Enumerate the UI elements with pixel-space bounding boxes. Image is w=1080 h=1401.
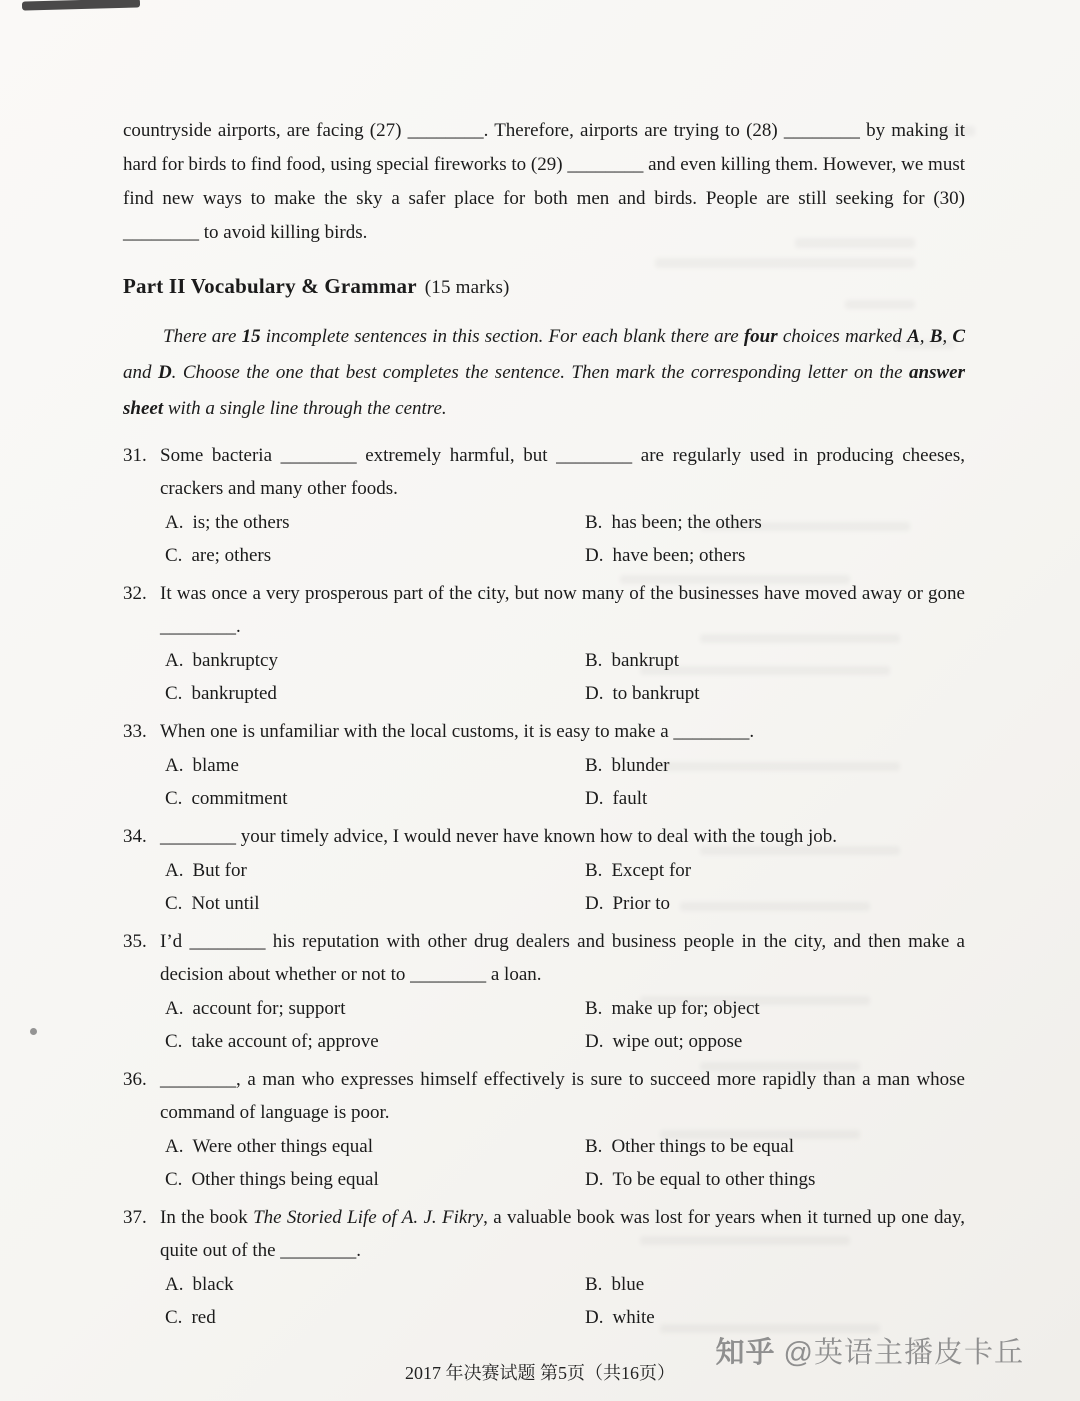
- instructions-text: choices marked: [777, 326, 908, 347]
- option-label: D.: [585, 1307, 604, 1328]
- option-text: To be equal to other things: [612, 1169, 816, 1190]
- option-label: C.: [165, 545, 183, 566]
- option-a: [165, 854, 585, 887]
- instructions-bold: four: [743, 326, 778, 347]
- watermark-handle: @英语主播皮卡丘: [783, 1337, 1024, 1369]
- option-c: [165, 677, 585, 710]
- question-text: ________, a man who expresses himself effectively is sure to succeed more rapidly than a man whose command of language is poor.: [160, 1069, 965, 1123]
- option-text: to bankrupt: [612, 683, 700, 704]
- question-31: [123, 439, 965, 572]
- question-stem: [123, 439, 965, 505]
- option-text: black: [192, 1274, 234, 1295]
- option-label: C.: [165, 1031, 183, 1052]
- instructions-text: with a single line through the centre.: [163, 398, 447, 419]
- option-text: make up for; object: [611, 998, 760, 1019]
- option-b: [585, 1130, 965, 1163]
- option-b: [585, 506, 965, 539]
- question-stem: [123, 1063, 965, 1129]
- option-text: are; others: [191, 545, 272, 566]
- book-title: The Storied Life of A. J. Fikry: [253, 1207, 484, 1228]
- question-number: 37.: [123, 1207, 147, 1228]
- part-heading: [123, 274, 965, 299]
- question-options: [165, 1130, 965, 1196]
- instructions-text: ,: [942, 326, 953, 347]
- option-label: B.: [585, 512, 603, 533]
- option-a: [165, 992, 585, 1025]
- option-label: A.: [165, 1274, 184, 1295]
- question-number: 35.: [123, 931, 147, 952]
- option-text: fault: [612, 788, 648, 809]
- option-c: [165, 539, 585, 572]
- part-heading-marks: (15 marks): [424, 277, 510, 298]
- zhihu-logo: 知乎: [715, 1337, 776, 1369]
- question-36: [123, 1063, 965, 1196]
- option-a: [165, 644, 585, 677]
- option-text: blunder: [611, 755, 670, 776]
- option-text: blue: [611, 1274, 645, 1295]
- option-a: [165, 1268, 585, 1301]
- instructions-bold: D: [157, 362, 172, 383]
- instructions-text: ,: [919, 326, 930, 347]
- option-text: blame: [192, 755, 239, 776]
- question-34: [123, 820, 965, 920]
- option-c: [165, 1301, 585, 1334]
- option-text: wipe out; oppose: [612, 1031, 743, 1052]
- part-heading-title: Part II Vocabulary & Grammar: [123, 274, 417, 298]
- option-label: A.: [165, 1136, 184, 1157]
- question-text: It was once a very prosperous part of the city, but now many of the businesses have moved away or gone ________.: [160, 583, 965, 637]
- question-number: 32.: [123, 583, 147, 604]
- question-text: When one is unfamiliar with the local customs, it is easy to make a ________.: [160, 721, 755, 742]
- option-d: [585, 782, 965, 815]
- option-label: A.: [165, 755, 184, 776]
- question-options: [165, 1268, 965, 1334]
- option-text: commitment: [191, 788, 288, 809]
- instructions-text: and: [123, 362, 158, 383]
- option-b: [585, 749, 965, 782]
- option-label: D.: [585, 1031, 604, 1052]
- option-a: [165, 1130, 585, 1163]
- option-text: Other things to be equal: [611, 1136, 795, 1157]
- questions-list: [123, 439, 965, 1334]
- option-d: [585, 677, 965, 710]
- page-content: [123, 114, 965, 1339]
- option-text: is; the others: [192, 512, 290, 533]
- question-stem: [123, 925, 965, 991]
- instructions-text: incomplete sentences in this section. For each blank there are: [260, 326, 744, 347]
- option-label: A.: [165, 998, 184, 1019]
- option-label: A.: [165, 650, 184, 671]
- question-32: [123, 577, 965, 710]
- instructions-bold: C: [952, 326, 966, 347]
- option-label: D.: [585, 1169, 604, 1190]
- question-35: [123, 925, 965, 1058]
- option-text: have been; others: [612, 545, 746, 566]
- cloze-passage: countryside airports, are facing (27) ________. Therefore, airports are trying to (28) ________ by making it hard for birds to find food, using special fireworks to (29) ________ and even killing them. However, we must find new ways to make the sky a safer place for both men and birds. People are still seeking for (30) ________ to avoid killing birds.: [123, 120, 965, 243]
- option-label: A.: [165, 512, 184, 533]
- question-number: 33.: [123, 721, 147, 742]
- question-stem: [123, 820, 965, 853]
- option-label: C.: [165, 1307, 183, 1328]
- question-text: , a valuable book was lost for years when it turned up one day, quite out of the ________.: [160, 1207, 966, 1261]
- question-options: [165, 992, 965, 1058]
- option-label: C.: [165, 1169, 183, 1190]
- option-text: Prior to: [612, 893, 671, 914]
- question-number: 34.: [123, 826, 147, 847]
- option-label: B.: [585, 650, 603, 671]
- page-footer: 2017 年决赛试题 第5页（共16页）: [405, 1363, 675, 1383]
- question-stem: [123, 577, 965, 643]
- option-text: Were other things equal: [192, 1136, 373, 1157]
- question-33: [123, 715, 965, 815]
- instructions-text: There are: [163, 326, 242, 347]
- question-options: [165, 854, 965, 920]
- option-label: D.: [585, 545, 604, 566]
- option-b: [585, 644, 965, 677]
- question-37: [123, 1201, 965, 1334]
- option-label: D.: [585, 788, 604, 809]
- question-stem: [123, 1201, 965, 1267]
- option-label: B.: [585, 860, 603, 881]
- instructions-paragraph: [123, 319, 965, 427]
- option-label: C.: [165, 893, 183, 914]
- option-d: [585, 1163, 965, 1196]
- instructions-text: . Choose the one that best completes the sentence. Then mark the corresponding letter on the: [171, 362, 910, 383]
- option-label: A.: [165, 860, 184, 881]
- option-text: white: [612, 1307, 655, 1328]
- option-text: has been; the others: [611, 512, 762, 533]
- option-a: [165, 749, 585, 782]
- option-label: D.: [585, 683, 604, 704]
- option-a: [165, 506, 585, 539]
- question-stem: [123, 715, 965, 748]
- option-text: take account of; approve: [191, 1031, 379, 1052]
- option-b: [585, 854, 965, 887]
- option-label: B.: [585, 755, 603, 776]
- option-label: C.: [165, 683, 183, 704]
- instructions-bold: A: [907, 326, 920, 347]
- option-label: B.: [585, 1274, 603, 1295]
- option-text: bankrupted: [191, 683, 277, 704]
- option-text: bankrupt: [611, 650, 679, 671]
- option-label: C.: [165, 788, 183, 809]
- option-label: B.: [585, 998, 603, 1019]
- option-label: B.: [585, 1136, 603, 1157]
- option-text: Except for: [611, 860, 692, 881]
- option-d: [585, 539, 965, 572]
- question-options: [165, 749, 965, 815]
- instructions-bold: answer sheet: [123, 362, 966, 419]
- question-text: Some bacteria ________ extremely harmful, but ________ are regularly used in producing cheeses, crackers and many other foods.: [160, 445, 965, 499]
- option-c: [165, 1025, 585, 1058]
- question-text: In the book: [160, 1207, 254, 1228]
- instructions-bold: B: [929, 326, 943, 347]
- option-c: [165, 887, 585, 920]
- option-text: red: [191, 1307, 216, 1328]
- question-options: [165, 506, 965, 572]
- question-text: ________ your timely advice, I would never have known how to deal with the tough job.: [160, 826, 838, 847]
- instructions-bold: 15: [241, 326, 261, 347]
- option-c: [165, 782, 585, 815]
- option-label: D.: [585, 893, 604, 914]
- option-c: [165, 1163, 585, 1196]
- question-text: I’d ________ his reputation with other drug dealers and business people in the city, and then make a decision about whether or not to ________ a loan.: [160, 931, 965, 985]
- option-text: Other things being equal: [191, 1169, 379, 1190]
- scan-artifact: [22, 0, 140, 11]
- question-options: [165, 644, 965, 710]
- scan-artifact: [30, 1028, 37, 1035]
- option-text: bankruptcy: [192, 650, 278, 671]
- option-d: [585, 887, 965, 920]
- option-d: [585, 1025, 965, 1058]
- option-text: Not until: [191, 893, 260, 914]
- question-number: 31.: [123, 445, 147, 466]
- option-b: [585, 992, 965, 1025]
- question-number: 36.: [123, 1069, 147, 1090]
- option-text: account for; support: [192, 998, 346, 1019]
- option-b: [585, 1268, 965, 1301]
- option-text: But for: [192, 860, 247, 881]
